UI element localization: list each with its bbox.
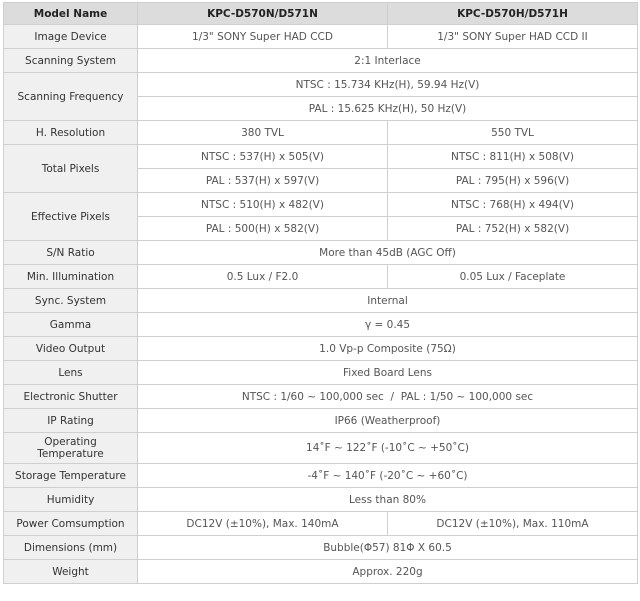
row-lens xyxy=(4,361,638,385)
value-total-pixels-a-ntsc: NTSC : 537(H) x 505(V) xyxy=(138,145,388,169)
value-effective-pixels-a-pal: PAL : 500(H) x 582(V) xyxy=(138,217,388,241)
value-h-resolution-a: 380 TVL xyxy=(138,121,388,145)
header-row xyxy=(4,3,638,25)
label-scanning-frequency: Scanning Frequency xyxy=(4,73,138,121)
spec-table xyxy=(3,2,638,584)
value-total-pixels-b-pal: PAL : 795(H) x 596(V) xyxy=(388,169,638,193)
value-effective-pixels-b-ntsc: NTSC : 768(H) x 494(V) xyxy=(388,193,638,217)
value-image-device-a: 1/3" SONY Super HAD CCD xyxy=(138,25,388,49)
value-effective-pixels-b-pal: PAL : 752(H) x 582(V) xyxy=(388,217,638,241)
row-effective-pixels-ntsc xyxy=(4,193,638,217)
value-video-output: 1.0 Vp-p Composite (75Ω) xyxy=(138,337,638,361)
value-scanning-frequency-pal: PAL : 15.625 KHz(H), 50 Hz(V) xyxy=(138,97,638,121)
header-model-b: KPC-D570H/D571H xyxy=(388,3,638,25)
row-sync-system xyxy=(4,289,638,313)
value-image-device-b: 1/3" SONY Super HAD CCD II xyxy=(388,25,638,49)
row-power-consumption xyxy=(4,512,638,536)
value-ip-rating: IP66 (Weatherproof) xyxy=(138,409,638,433)
row-weight xyxy=(4,560,638,584)
row-humidity xyxy=(4,488,638,512)
value-storage-temperature: -4˚F ~ 140˚F (-20˚C ~ +60˚C) xyxy=(138,464,638,488)
header-model-a: KPC-D570N/D571N xyxy=(138,3,388,25)
value-h-resolution-b: 550 TVL xyxy=(388,121,638,145)
label-dimensions: Dimensions (mm) xyxy=(4,536,138,560)
row-operating-temperature xyxy=(4,433,638,464)
row-scanning-frequency-ntsc xyxy=(4,73,638,97)
value-power-consumption-a: DC12V (±10%), Max. 140mA xyxy=(138,512,388,536)
value-dimensions: Bubble(Φ57) 81Φ X 60.5 xyxy=(138,536,638,560)
value-scanning-frequency-ntsc: NTSC : 15.734 KHz(H), 59.94 Hz(V) xyxy=(138,73,638,97)
value-scanning-system: 2:1 Interlace xyxy=(138,49,638,73)
label-operating-temperature: Operating Temperature xyxy=(4,433,138,464)
value-weight: Approx. 220g xyxy=(138,560,638,584)
row-dimensions xyxy=(4,536,638,560)
row-electronic-shutter xyxy=(4,385,638,409)
value-lens: Fixed Board Lens xyxy=(138,361,638,385)
row-total-pixels-ntsc xyxy=(4,145,638,169)
label-electronic-shutter: Electronic Shutter xyxy=(4,385,138,409)
label-power-consumption: Power Comsumption xyxy=(4,512,138,536)
value-total-pixels-a-pal: PAL : 537(H) x 597(V) xyxy=(138,169,388,193)
header-model-name: Model Name xyxy=(4,3,138,25)
value-min-illumination-b: 0.05 Lux / Faceplate xyxy=(388,265,638,289)
value-total-pixels-b-ntsc: NTSC : 811(H) x 508(V) xyxy=(388,145,638,169)
label-ip-rating: IP Rating xyxy=(4,409,138,433)
row-min-illumination xyxy=(4,265,638,289)
label-total-pixels: Total Pixels xyxy=(4,145,138,193)
row-image-device xyxy=(4,25,638,49)
label-storage-temperature: Storage Temperature xyxy=(4,464,138,488)
label-humidity: Humidity xyxy=(4,488,138,512)
row-ip-rating xyxy=(4,409,638,433)
label-sn-ratio: S/N Ratio xyxy=(4,241,138,265)
label-gamma: Gamma xyxy=(4,313,138,337)
value-humidity: Less than 80% xyxy=(138,488,638,512)
row-sn-ratio xyxy=(4,241,638,265)
row-h-resolution xyxy=(4,121,638,145)
value-operating-temperature: 14˚F ~ 122˚F (-10˚C ~ +50˚C) xyxy=(138,433,638,464)
label-effective-pixels: Effective Pixels xyxy=(4,193,138,241)
value-power-consumption-b: DC12V (±10%), Max. 110mA xyxy=(388,512,638,536)
value-sync-system: Internal xyxy=(138,289,638,313)
value-electronic-shutter: NTSC : 1/60 ~ 100,000 sec / PAL : 1/50 ~ 100,000 sec xyxy=(138,385,638,409)
value-effective-pixels-a-ntsc: NTSC : 510(H) x 482(V) xyxy=(138,193,388,217)
value-gamma: γ = 0.45 xyxy=(138,313,638,337)
label-h-resolution: H. Resolution xyxy=(4,121,138,145)
label-min-illumination: Min. Illumination xyxy=(4,265,138,289)
label-sync-system: Sync. System xyxy=(4,289,138,313)
row-storage-temperature xyxy=(4,464,638,488)
row-video-output xyxy=(4,337,638,361)
value-min-illumination-a: 0.5 Lux / F2.0 xyxy=(138,265,388,289)
label-image-device: Image Device xyxy=(4,25,138,49)
label-scanning-system: Scanning System xyxy=(4,49,138,73)
label-weight: Weight xyxy=(4,560,138,584)
label-video-output: Video Output xyxy=(4,337,138,361)
row-gamma xyxy=(4,313,638,337)
row-scanning-system xyxy=(4,49,638,73)
label-lens: Lens xyxy=(4,361,138,385)
value-sn-ratio: More than 45dB (AGC Off) xyxy=(138,241,638,265)
